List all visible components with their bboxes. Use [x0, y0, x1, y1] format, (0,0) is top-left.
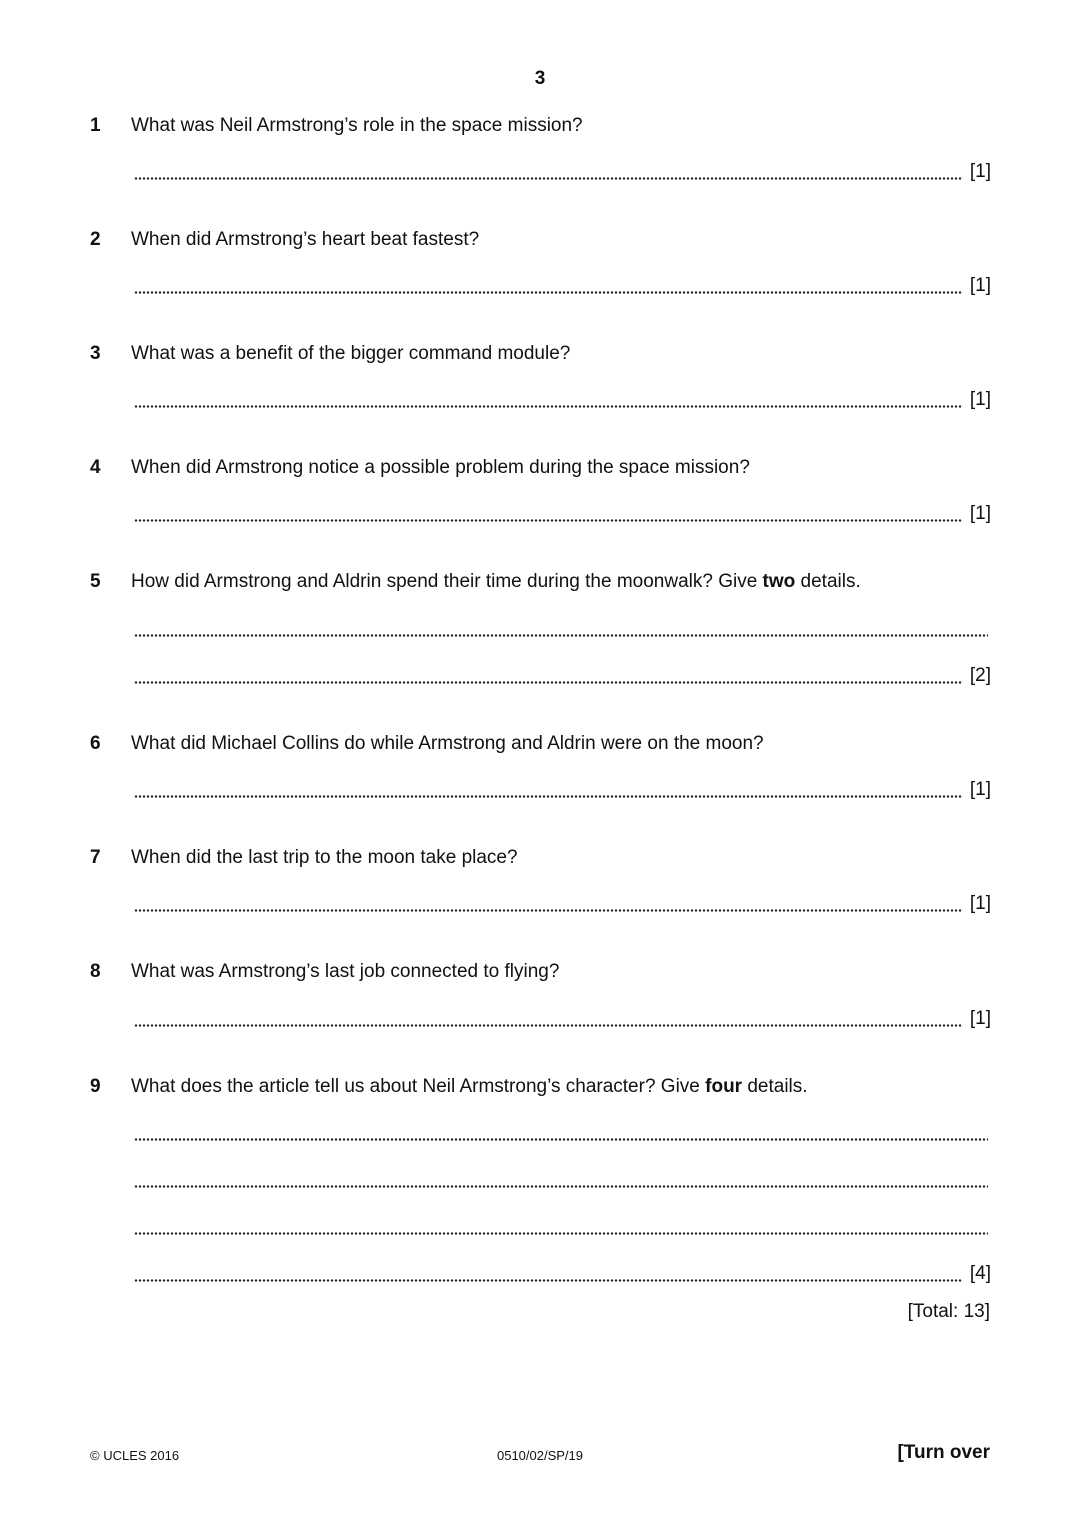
answer-line-5a[interactable]: [134, 618, 988, 640]
question-5-mark: [2]: [969, 665, 991, 686]
question-1-mark: [1]: [969, 161, 991, 182]
question-1-text: What was Neil Armstrong’s role in the space mission?: [131, 115, 583, 136]
question-8-text: What was Armstrong’s last job connected to flying?: [131, 961, 560, 982]
question-2-number: 2: [90, 229, 101, 250]
answer-line-9d[interactable]: [134, 1263, 991, 1285]
question-7-mark: [1]: [969, 893, 991, 914]
question-8-number: 8: [90, 961, 101, 982]
answer-line-9c[interactable]: [134, 1216, 988, 1238]
answer-line-7[interactable]: [134, 893, 991, 915]
question-7-number: 7: [90, 847, 101, 868]
question-6-text: What did Michael Collins do while Armstrong and Aldrin were on the moon?: [131, 733, 764, 754]
question-5-number: 5: [90, 571, 101, 592]
answer-line-5b[interactable]: [134, 665, 991, 687]
answer-line-2[interactable]: [134, 275, 991, 297]
question-4-mark: [1]: [969, 503, 991, 524]
question-4-number: 4: [90, 457, 101, 478]
question-2-mark: [1]: [969, 275, 991, 296]
question-5-text: How did Armstrong and Aldrin spend their time during the moonwalk? Give two details.: [131, 571, 861, 592]
question-2-text: When did Armstrong’s heart beat fastest?: [131, 229, 480, 250]
page-number: 3: [534, 68, 546, 89]
answer-line-6[interactable]: [134, 779, 991, 801]
question-6-mark: [1]: [969, 779, 991, 800]
question-4-text: When did Armstrong notice a possible problem during the space mission?: [131, 457, 750, 478]
question-3-text: What was a benefit of the bigger command module?: [131, 343, 571, 364]
answer-line-9a[interactable]: [134, 1122, 988, 1144]
total-marks: [Total: 13]: [907, 1301, 990, 1322]
question-7-text: When did the last trip to the moon take place?: [131, 847, 518, 868]
answer-line-8[interactable]: [134, 1008, 991, 1030]
question-9-number: 9: [90, 1076, 101, 1097]
answer-line-9b[interactable]: [134, 1169, 988, 1191]
footer-copyright: © UCLES 2016: [90, 1448, 180, 1463]
question-3-number: 3: [90, 343, 101, 364]
answer-line-4[interactable]: [134, 503, 991, 525]
footer-code: 0510/02/SP/19: [496, 1448, 584, 1463]
question-9-mark: [4]: [969, 1263, 991, 1284]
question-8-mark: [1]: [969, 1008, 991, 1029]
turn-over-label: [Turn over: [897, 1442, 990, 1463]
answer-line-1[interactable]: [134, 161, 991, 183]
question-6-number: 6: [90, 733, 101, 754]
answer-line-3[interactable]: [134, 389, 991, 411]
question-1-number: 1: [90, 115, 101, 136]
question-3-mark: [1]: [969, 389, 991, 410]
question-9-text: What does the article tell us about Neil Armstrong’s character? Give four details.: [131, 1076, 808, 1097]
